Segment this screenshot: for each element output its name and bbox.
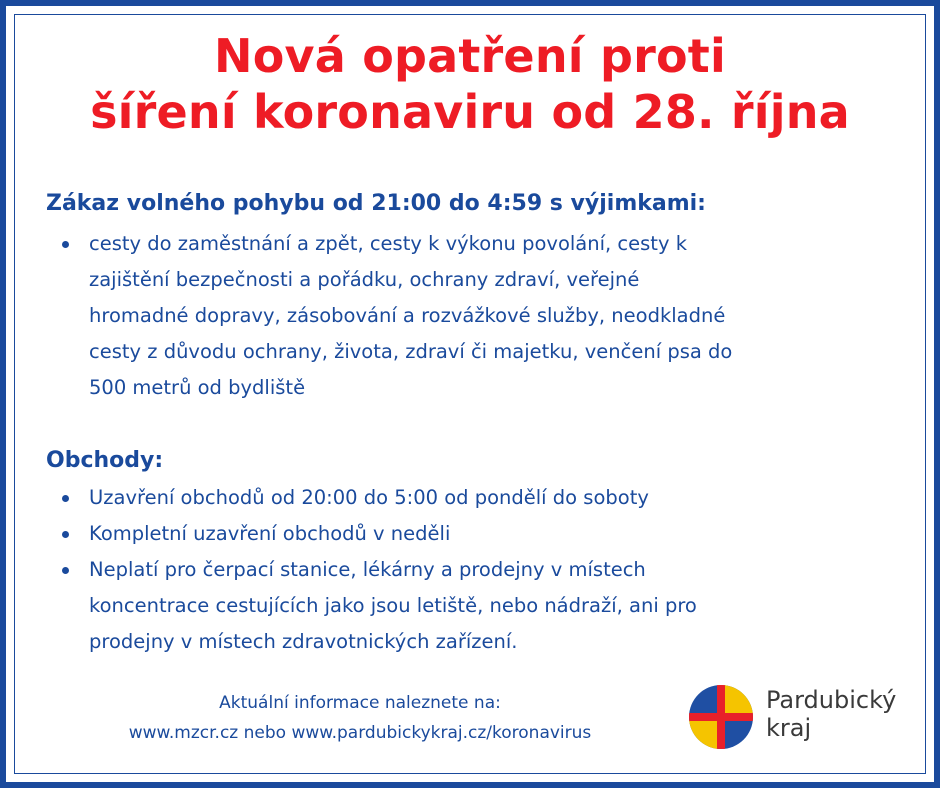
- list-item-line: zajištění bezpečnosti a pořádku, ochrany zdraví, veřejné: [89, 268, 640, 291]
- bullet-icon: [62, 241, 69, 248]
- title-line-2: šíření koronaviru od 28. října: [90, 85, 850, 139]
- footer-links: www.mzcr.cz nebo www.pardubickykraj.cz/koronavirus: [128, 723, 592, 743]
- shops-rules-list: [62, 480, 697, 660]
- list-item: [62, 226, 732, 406]
- list-item-line: Kompletní uzavření obchodů v neděli: [89, 522, 451, 545]
- list-item-line: Neplatí pro čerpací stanice, lékárny a prodejny v místech: [89, 558, 646, 581]
- list-item-line: cesty do zaměstnání a zpět, cesty k výkonu povolání, cesty k: [89, 232, 687, 255]
- page-title: [0, 28, 940, 140]
- title-line-1: Nová opatření proti: [214, 29, 726, 83]
- list-item-line: koncentrace cestujících jako jsou letiště, nebo nádraží, ani pro: [89, 594, 697, 617]
- list-item: [62, 480, 697, 516]
- list-item-line: 500 metrů od bydliště: [89, 376, 306, 399]
- bullet-icon: [62, 567, 69, 574]
- pardubicky-kraj-logo: [688, 684, 918, 750]
- logo-text-line-2: kraj: [766, 714, 812, 742]
- list-item-line: Uzavření obchodů od 20:00 do 5:00 od pondělí do soboty: [89, 486, 649, 509]
- list-item: [62, 552, 697, 660]
- list-item-line: cesty z důvodu ochrany, života, zdraví či majetku, venčení psa do: [89, 340, 733, 363]
- footer-line-1: Aktuální informace naleznete na:: [219, 693, 501, 713]
- section-heading-shops: Obchody:: [46, 448, 164, 473]
- logo-text-line-1: Pardubický: [766, 686, 897, 714]
- list-item-line: prodejny v místech zdravotnických zařízení.: [89, 630, 518, 653]
- list-item-line: hromadné dopravy, zásobování a rozvážkové služby, neodkladné: [89, 304, 726, 327]
- bullet-icon: [62, 495, 69, 502]
- region-emblem-icon: [688, 684, 754, 750]
- curfew-exceptions-list: [62, 226, 732, 406]
- section-heading-curfew: Zákaz volného pohybu od 21:00 do 4:59 s výjimkami:: [46, 191, 706, 216]
- list-item: [62, 516, 697, 552]
- footer-info: [60, 688, 660, 748]
- bullet-icon: [62, 531, 69, 538]
- logo-text: [766, 686, 896, 742]
